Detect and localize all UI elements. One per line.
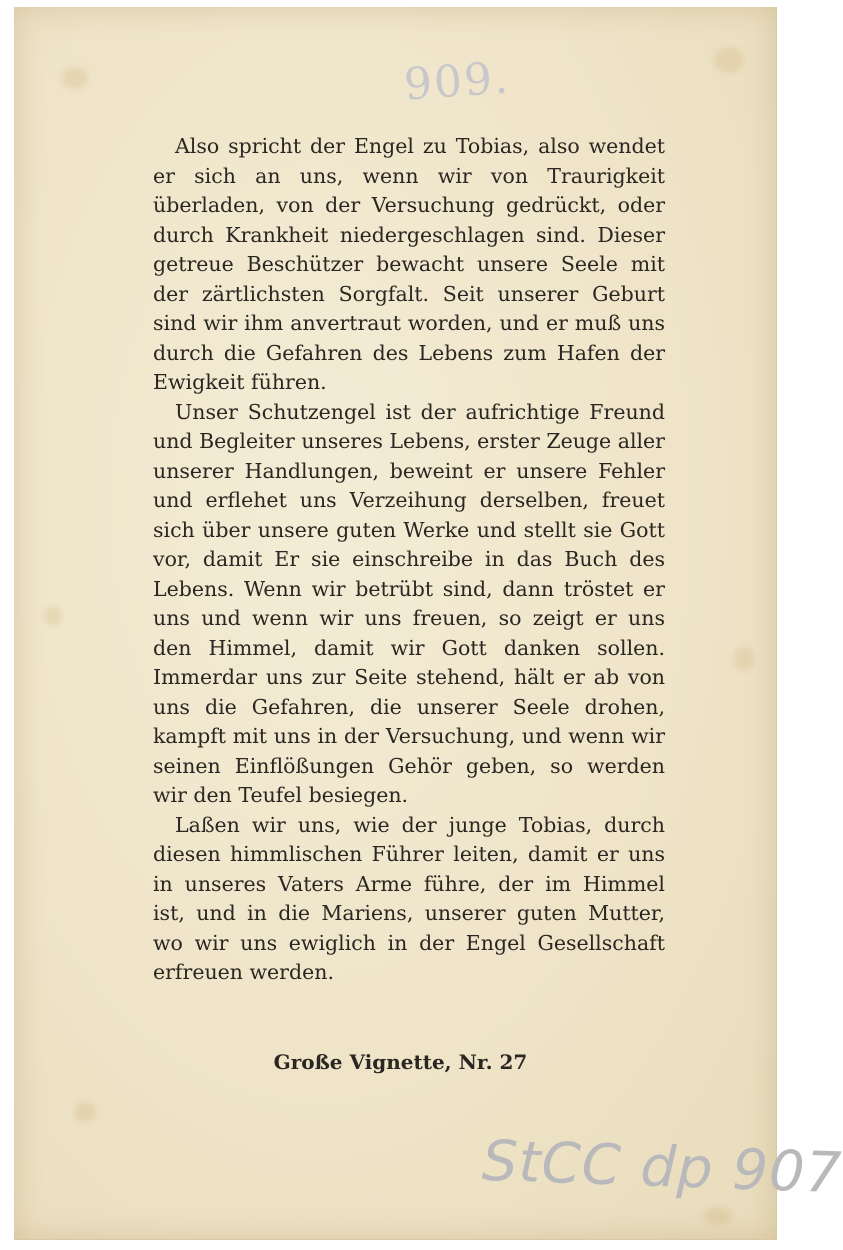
- paragraph-2: Unser Schutzengel ist der aufrichtige Freund und Begleiter unseres Lebens, erster Zeuge aller unserer Handlungen, beweint er unsere Fehler und erflehet uns Verzeihung derselben, freuet sich über unsere guten Werke und stellt sie Gott vor, damit Er sie einschreibe in das Buch des Lebens. Wenn wir betrübt sind, dann tröstet er uns und wenn wir uns freuen, so zeigt er uns den Himmel, damit wir Gott danken sollen. Immerdar uns zur Seite stehend, hält er ab von uns die Gefahren, die unserer Seele drohen, kampft mit uns in der Versuchung, und wenn wir seinen Einflößungen Gehör geben, so werden wir den Teufel besiegen.: [153, 399, 665, 807]
- paragraph-1: Also spricht der Engel zu Tobias, also wendet er sich an uns, wenn wir von Traurigkeit überladen, von der Versuchung gedrückt, oder durch Krankheit niedergeschlagen sind. Dieser getreue Beschützer bewacht unsere Seele mit der zärtlichsten Sorgfalt. Seit unserer Geburt sind wir ihm anvertraut worden, und er muß uns durch die Gefahren des Lebens zum Hafen der Ewigkeit führen.: [153, 134, 665, 394]
- vignette-caption: Große Vignette, Nr. 27: [273, 1050, 528, 1074]
- foxing-stain: [714, 47, 744, 73]
- pencil-page-number: 909.: [402, 52, 512, 111]
- handwritten-catalog-mark: StCC dp 907: [480, 1128, 843, 1207]
- foxing-stain: [74, 1102, 96, 1122]
- foxing-stain: [734, 647, 754, 671]
- foxing-stain: [44, 607, 62, 625]
- foxing-stain: [62, 67, 88, 89]
- body-text: [153, 132, 665, 988]
- paragraph-3: Laßen wir uns, wie der junge Tobias, durch diesen himmlischen Führer leiten, damit er uns in unseres Vaters Arme führe, der im Himmel ist, und in die Mariens, unserer guten Mutter, wo wir uns ewiglich in der Engel Gesellschaft erfreuen werden.: [153, 812, 665, 984]
- foxing-stain: [704, 1207, 732, 1225]
